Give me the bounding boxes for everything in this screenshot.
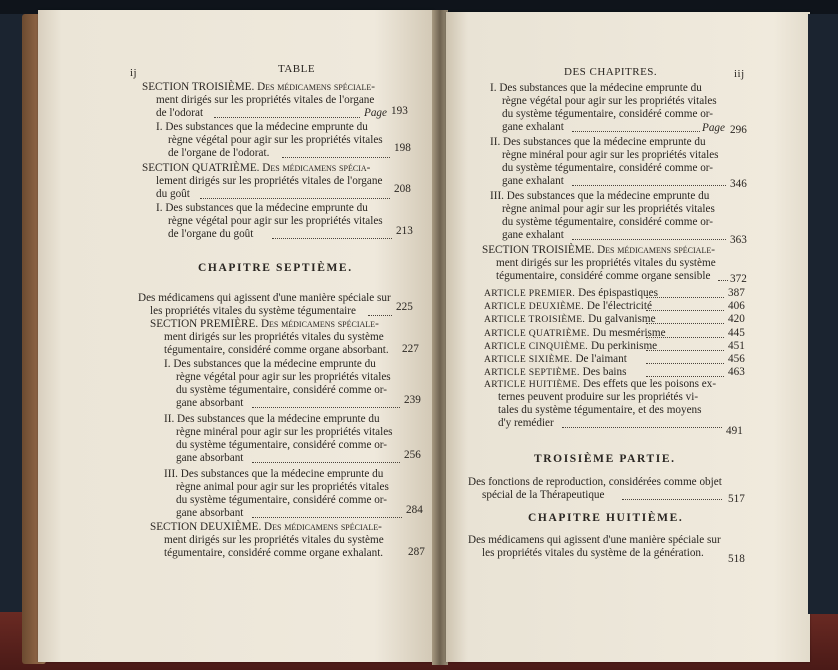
toc-line: I. Des substances que la médecine emprunte du — [490, 82, 702, 94]
article-title: De l'électricité — [586, 300, 652, 313]
toc-line: Des médicamens qui agissent d'une manière spéciale sur — [468, 534, 721, 546]
leader-dots — [646, 295, 724, 298]
toc-line: gane exhalant — [502, 229, 564, 241]
article-title: Des bains — [582, 366, 627, 379]
page-number: 213 — [396, 225, 413, 237]
article-label: ARTICLE SIXIÈME. — [484, 354, 573, 365]
leader-dots — [646, 361, 724, 364]
background-right — [808, 14, 838, 614]
toc-line: règne végétal pour agir sur les propriétés vitales — [502, 95, 717, 107]
toc-line: gane absorbant — [176, 507, 244, 519]
article-label: ARTICLE DEUXIÈME. — [484, 301, 584, 313]
toc-line: lement dirigés sur les propriétés vitales de l'organe — [156, 175, 383, 187]
section-heading: SECTION DEUXIÈME. Des médicamens spéciale- — [150, 521, 382, 533]
toc-line: tégumentaire, considéré comme organe absorbant. — [164, 344, 389, 356]
page-number: 517 — [728, 493, 745, 505]
toc-line: II. Des substances que la médecine emprunte du — [490, 136, 706, 148]
toc-line: ment dirigés sur les propriétés vitales du système — [164, 331, 384, 343]
page-number: 296 — [730, 124, 747, 136]
leader-dots — [562, 425, 722, 428]
toc-line: Des fonctions de reproduction, considérées comme objet — [468, 476, 722, 488]
toc-line: du système tégumentaire, considéré comme or- — [176, 439, 388, 451]
toc-line: règne minéral pour agir sur les propriétés vitales — [502, 149, 719, 161]
toc-line: règne animal pour agir sur les propriétés vitales — [502, 203, 715, 215]
toc-line: du système tégumentaire, considéré comme or- — [176, 494, 388, 506]
page-number: 363 — [730, 234, 747, 246]
toc-line: tégumentaire, considéré comme organe sensible — [496, 270, 711, 282]
article-entry — [484, 313, 656, 326]
toc-line: III. Des substances que la médecine emprunte du — [164, 468, 384, 480]
toc-line: règne minéral pour agir sur les propriétés vitales — [176, 426, 393, 438]
toc-line: règne végétal pour agir sur les propriétés vitales — [168, 215, 383, 227]
article-entry — [484, 340, 657, 353]
page-number: 463 — [728, 366, 745, 379]
section-heading: SECTION TROISIÈME. Des médicamens spéciale- — [142, 81, 375, 93]
section-heading: SECTION PREMIÈRE. Des médicamens spéciale- — [150, 318, 379, 330]
page-number: 227 — [402, 343, 419, 355]
toc-line: Des médicamens qui agissent d'une manière spéciale sur — [138, 292, 391, 304]
article-title: Du mesmérisme — [592, 326, 666, 339]
toc-line: du système tégumentaire, considéré comme or- — [502, 108, 714, 120]
leader-dots — [572, 183, 726, 186]
page-number: 198 — [394, 142, 411, 154]
toc-line: ment dirigés sur les propriétés vitales du système — [164, 534, 384, 546]
toc-line: règne animal pour agir sur les propriétés vitales — [176, 481, 389, 493]
leader-dots — [282, 155, 390, 158]
right-running-head: DES CHAPITRES. — [564, 66, 658, 78]
page-number: 420 — [728, 313, 745, 326]
toc-line: du système tégumentaire, considéré comme or- — [176, 384, 388, 396]
page-number: 239 — [404, 394, 421, 406]
toc-line: gane absorbant — [176, 397, 244, 409]
toc-line: de l'odorat — [156, 107, 204, 119]
article-entry — [484, 300, 652, 313]
left-folio: ij — [130, 67, 138, 79]
toc-line: les propriétés vitales du système de la génération. — [482, 547, 704, 559]
toc-line: tégumentaire, considéré comme organe exhalant. — [164, 547, 384, 559]
article-entry — [484, 353, 627, 366]
leader-dots — [646, 335, 724, 338]
page-number: 518 — [728, 553, 745, 565]
leader-dots — [646, 321, 724, 324]
section-heading: SECTION QUATRIÈME. Des médicamens spécia- — [142, 162, 371, 174]
toc-line: I. Des substances que la médecine emprunte du — [156, 202, 368, 214]
leader-dots — [572, 237, 726, 240]
chapter-heading: CHAPITRE HUITIÈME. — [528, 512, 684, 524]
toc-line: ternes peuvent produire sur les propriétés vi- — [498, 391, 699, 403]
leader-dots — [200, 196, 390, 199]
toc-line: règne végétal pour agir sur les propriétés vitales — [176, 371, 391, 383]
article-title: Du perkinisme — [590, 339, 658, 352]
toc-line: gane absorbant — [176, 452, 244, 464]
article-title: De l'aimant — [575, 353, 627, 365]
article-title: Des effets que les poisons ex- — [582, 378, 717, 390]
article-label: ARTICLE QUATRIÈME. — [484, 327, 590, 339]
toc-line: de l'organe du goût — [168, 228, 254, 240]
leader-dots — [646, 308, 724, 311]
toc-line: III. Des substances que la médecine emprunte du — [490, 190, 710, 202]
page-number: 208 — [394, 183, 411, 195]
page-number: 445 — [728, 326, 745, 339]
page-number: 287 — [408, 546, 425, 558]
toc-line: du système tégumentaire, considéré comme or- — [502, 162, 714, 174]
article-label: ARTICLE TROISIÈME. — [484, 314, 586, 326]
page-number: 387 — [728, 287, 745, 299]
page-number: 451 — [728, 339, 745, 352]
leader-dots — [252, 460, 400, 463]
part-heading: TROISIÈME PARTIE. — [534, 453, 676, 465]
page-number: 256 — [404, 449, 421, 461]
toc-line: II. Des substances que la médecine emprunte du — [164, 413, 380, 425]
leader-dots — [214, 115, 360, 118]
toc-line: d'y remédier — [498, 417, 554, 429]
page-number: 284 — [406, 504, 423, 516]
page-number: 406 — [728, 300, 745, 313]
toc-line: spécial de la Thérapeutique — [482, 489, 605, 501]
article-label: ARTICLE CINQUIÈME. — [484, 340, 588, 352]
left-running-head: TABLE — [278, 63, 316, 75]
page-label: Page — [702, 122, 725, 134]
leader-dots — [252, 515, 402, 518]
toc-line: règne végétal pour agir sur les propriétés vitales — [168, 134, 383, 146]
right-folio: iij — [734, 68, 745, 80]
toc-line: ment dirigés sur les propriétés vitales de l'organe — [156, 94, 375, 106]
toc-line: I. Des substances que la médecine emprunte du — [156, 121, 368, 133]
left-page — [38, 10, 434, 662]
page-number: 346 — [730, 178, 747, 190]
toc-line: tales du système tégumentaire, et des moyens — [498, 404, 702, 416]
leader-dots — [572, 129, 700, 132]
leader-dots — [272, 236, 392, 239]
article-title: Des épispastiques — [578, 287, 658, 299]
right-page — [446, 12, 810, 662]
section-heading: SECTION TROISIÈME. Des médicamens spéciale- — [482, 244, 715, 256]
leader-dots — [646, 374, 724, 377]
article-label: ARTICLE SEPTIÈME. — [484, 367, 580, 379]
page-number: 491 — [726, 425, 743, 437]
article-title: Du galvanisme — [588, 313, 656, 326]
page-number: 456 — [728, 353, 745, 365]
article-entry — [484, 378, 716, 391]
toc-line: gane exhalant — [502, 175, 564, 187]
leader-dots — [646, 348, 724, 351]
toc-line: les propriétés vitales du système tégumentaire — [150, 305, 356, 317]
leader-dots — [252, 405, 400, 408]
toc-line: du système tégumentaire, considéré comme or- — [502, 216, 714, 228]
toc-line: I. Des substances que la médecine emprunte du — [164, 358, 376, 370]
page-label: Page — [364, 107, 387, 119]
page-number: 225 — [396, 301, 413, 313]
toc-line: du goût — [156, 188, 190, 200]
article-entry — [484, 287, 658, 300]
article-label: ARTICLE PREMIER. — [484, 288, 576, 299]
leader-dots — [622, 497, 722, 500]
article-label: ARTICLE HUITIÈME. — [484, 379, 581, 390]
leader-dots — [368, 313, 392, 316]
toc-line: gane exhalant — [502, 121, 564, 133]
article-entry — [484, 366, 626, 379]
leader-dots — [718, 278, 728, 281]
toc-line: ment dirigés sur les propriétés vitales du système — [496, 257, 716, 269]
page-number: 372 — [730, 273, 747, 285]
article-entry — [484, 327, 666, 340]
chapter-heading: CHAPITRE SEPTIÈME. — [198, 262, 353, 274]
page-number: 193 — [391, 105, 408, 117]
toc-line: de l'organe de l'odorat. — [168, 147, 270, 159]
